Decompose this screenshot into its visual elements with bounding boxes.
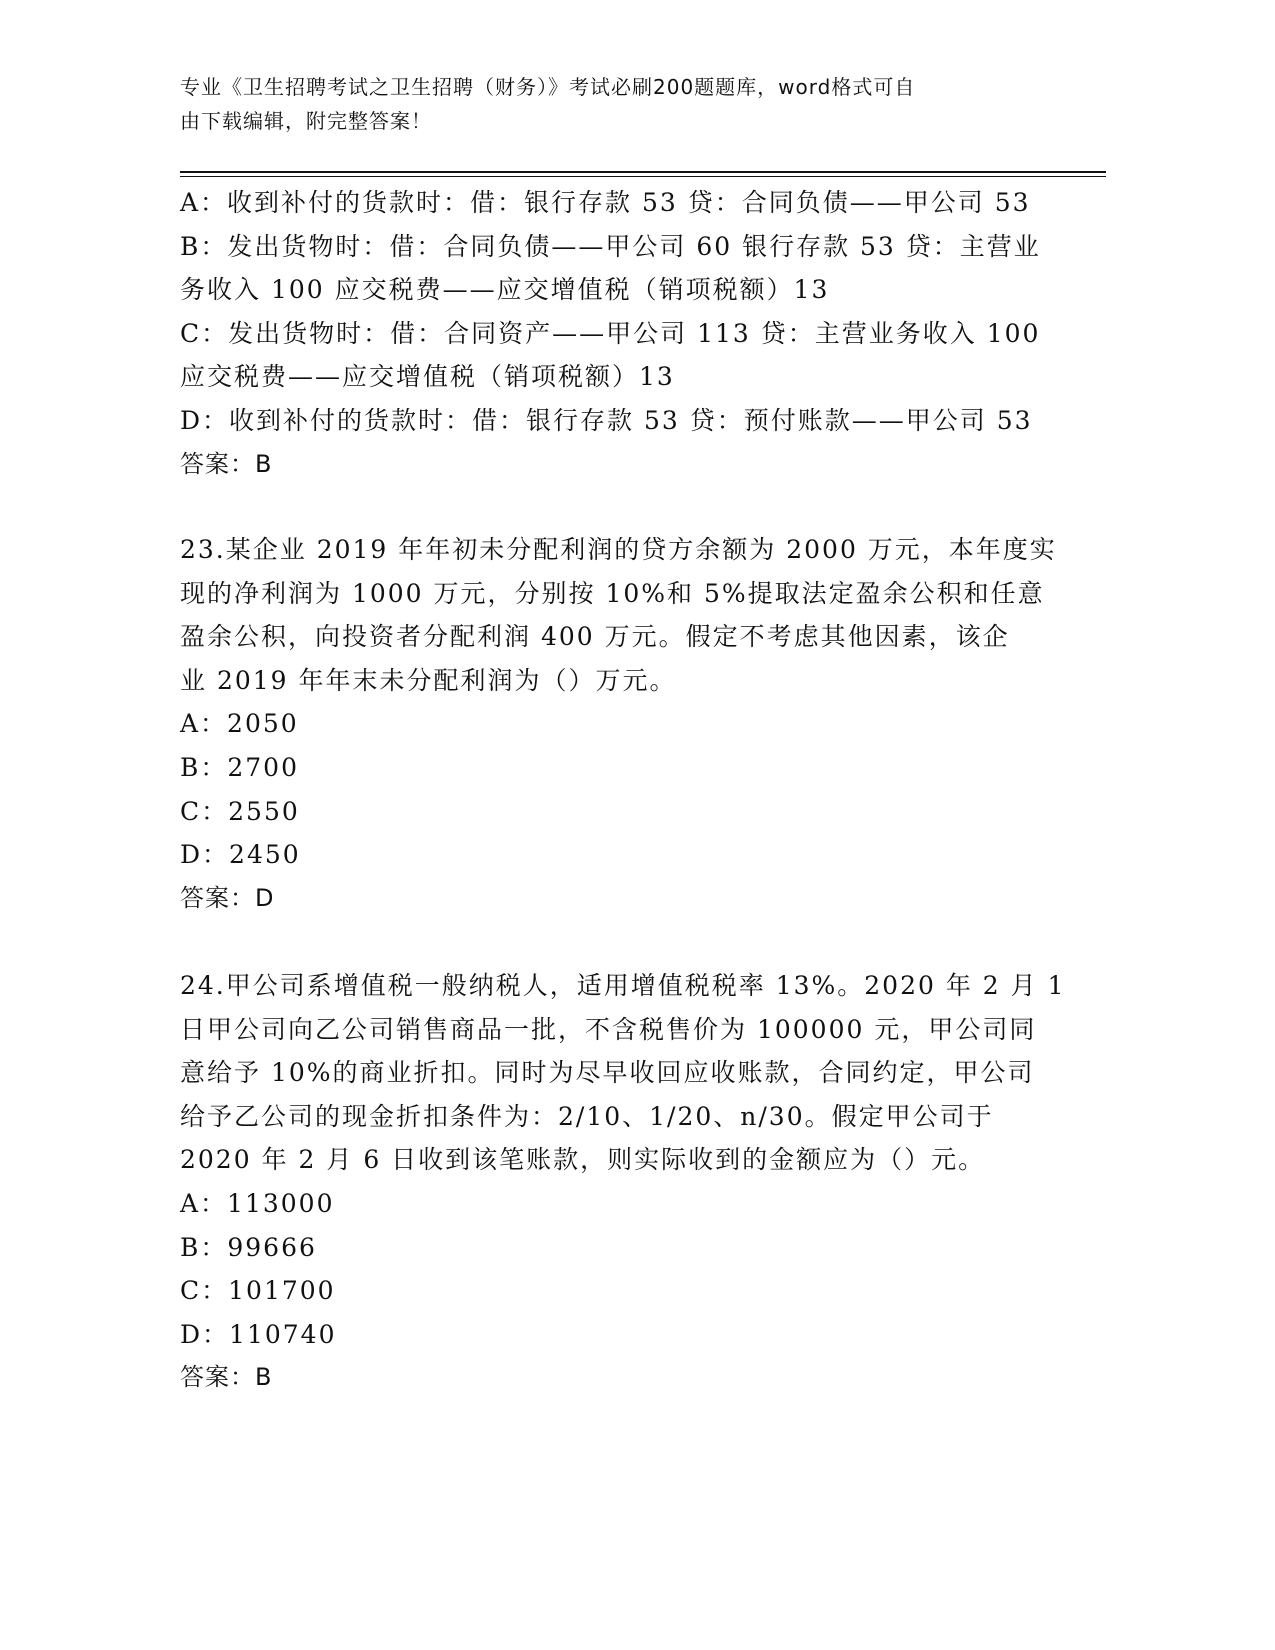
option-a: A：113000	[180, 1188, 335, 1218]
question-24	[180, 964, 1066, 1400]
answer: 答案：D	[180, 883, 275, 912]
question-text: 24.甲公司系增值税一般纳税人，适用增值税税率 13%。2020 年 2 月 1	[180, 971, 1066, 1000]
document-header	[180, 70, 1040, 138]
answer: 答案：B	[180, 449, 273, 478]
option-b-cont: 务收入 100 应交税费——应交增值税（销项税额）13	[180, 275, 830, 305]
question-text: 盈余公积，向投资者分配利润 400 万元。假定不考虑其他因素，该企	[180, 622, 1010, 652]
option-d: D：110740	[180, 1319, 337, 1349]
option-a: A：2050	[180, 709, 299, 739]
option-a: A：收到补付的货款时：借：银行存款 53 贷：合同负债——甲公司 53	[180, 188, 1031, 217]
question-text: 23.某企业 2019 年年初未分配利润的贷方余额为 2000 万元，本年度实	[180, 535, 1057, 564]
answer: 答案：B	[180, 1363, 273, 1392]
header-line: 由下载编辑，附完整答案！	[180, 109, 432, 133]
question-23	[180, 528, 1060, 920]
option-b: B：99666	[180, 1232, 317, 1262]
option-d: D：收到补付的货款时：借：银行存款 53 贷：预付账款——甲公司 53	[180, 405, 1033, 435]
header-rule-bottom	[180, 176, 1106, 177]
option-d: D：2450	[180, 840, 301, 870]
option-c: C：发出货物时：借：合同资产——甲公司 113 贷：主营业务收入 100	[180, 318, 1041, 348]
option-c: C：101700	[180, 1276, 336, 1306]
question-22-options	[180, 181, 1060, 486]
option-c: C：2550	[180, 796, 300, 826]
question-text: 意给予 10%的商业折扣。同时为尽早收回应收账款，合同约定，甲公司	[180, 1058, 1035, 1088]
header-line: 专业《卫生招聘考试之卫生招聘（财务）》考试必刷200题题库，word格式可自	[180, 75, 916, 99]
question-text: 日甲公司向乙公司销售商品一批，不含税售价为 100000 元，甲公司同	[180, 1014, 1037, 1044]
question-text: 业 2019 年年末未分配利润为（）万元。	[180, 665, 677, 695]
option-c-cont: 应交税费——应交增值税（销项税额）13	[180, 362, 675, 392]
option-b: B：发出货物时：借：合同负债——甲公司 60 银行存款 53 贷：主营业	[180, 231, 1041, 261]
question-text: 2020 年 2 月 6 日收到该笔账款，则实际收到的金额应为（）元。	[180, 1145, 986, 1175]
header-rule-top	[180, 171, 1106, 173]
option-b: B：2700	[180, 752, 299, 782]
question-text: 给予乙公司的现金折扣条件为：2/10、1/20、n/30。假定甲公司于	[180, 1101, 994, 1131]
question-text: 现的净利润为 1000 万元，分别按 10%和 5%提取法定盈余公积和任意	[180, 578, 1045, 608]
